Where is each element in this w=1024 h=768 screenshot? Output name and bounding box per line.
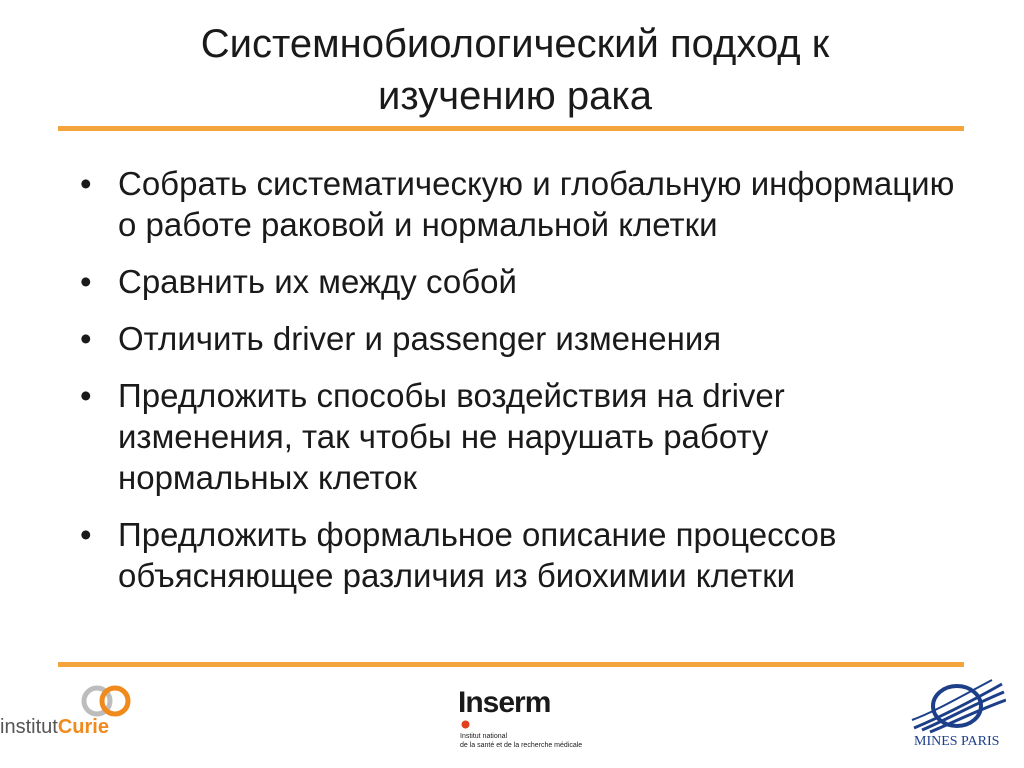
inserm-subtitle-line-1: Institut national [460,733,508,740]
bullet-marker: • [80,165,92,202]
mines-paris-emblem-icon [908,676,1006,734]
bullet-text: Предложить формальное описание процессов объясняющее различия из биохимии клетки [118,516,837,594]
bottom-divider [58,662,964,667]
curie-wordmark [0,716,109,739]
inserm-logo [456,686,626,756]
slide-title-line-1: Системнобиологический подход к [200,22,830,66]
slide-title-line-2: изучению рака [378,74,652,118]
mines-paris-logo [900,676,1010,758]
curie-prefix: institut [0,716,58,738]
bullet-marker: • [80,516,92,553]
bullet-marker: • [80,377,92,414]
inserm-subtitle [460,732,582,750]
bullet-text: Собрать систематическую и глобальную информацию о работе раковой и нормальной клетки [118,165,955,243]
curie-rings-icon [78,684,136,718]
top-divider [58,126,964,131]
bullet-text: Предложить способы воздействия на driver изменения, так чтобы не нарушать работу нормальных клеток [118,377,785,496]
curie-name: Curie [57,716,109,738]
bullet-marker: • [80,320,92,357]
bullet-item [76,261,956,302]
bullet-marker: • [80,263,92,300]
bullet-item [76,375,956,498]
institut-curie-logo [0,680,150,750]
inserm-dot-icon [461,720,470,729]
inserm-wordmark: Inserm [458,686,551,719]
bullet-list [76,163,956,612]
slide-title [120,18,910,122]
bullet-item [76,318,956,359]
bullet-item [76,514,956,596]
inserm-subtitle-line-2: de la santé et de la recherche médicale [460,742,583,749]
mines-paris-wordmark: MINES PARIS [914,734,1000,749]
bullet-item [76,163,956,245]
bullet-text: Отличить driver и passenger изменения [118,320,722,357]
bullet-text: Сравнить их между собой [118,263,517,300]
